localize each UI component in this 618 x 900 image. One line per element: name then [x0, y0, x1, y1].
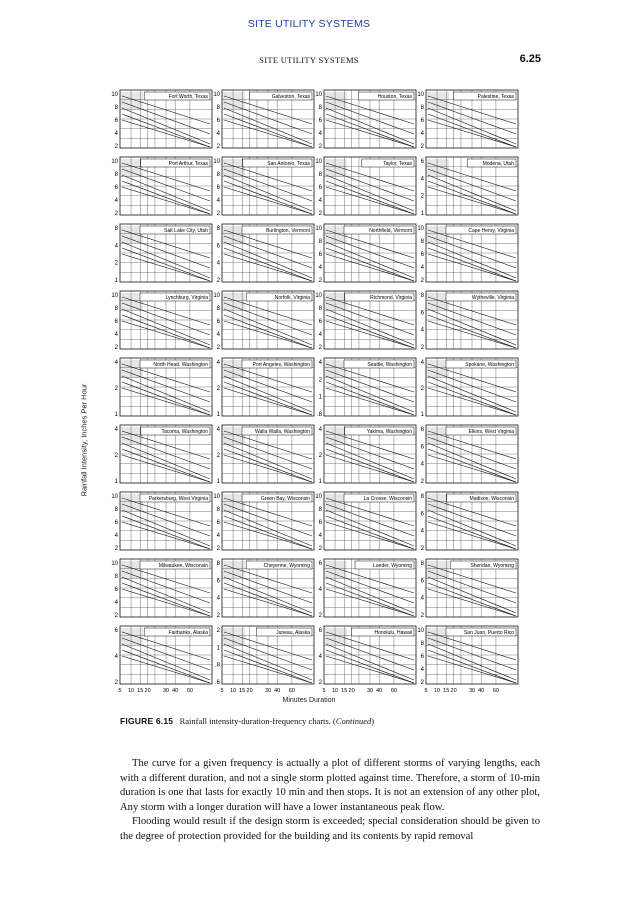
- chart-location-label: Milwaukee, Wisconsin: [158, 563, 208, 570]
- idf-chart: [217, 224, 314, 284]
- caption-text: Rainfall intensity-duration-frequency charts. (: [179, 716, 336, 726]
- y-tick-label: 6: [114, 319, 118, 325]
- idf-chart: [319, 425, 416, 485]
- y-tick-label: 2: [114, 260, 118, 267]
- x-tick-label: 60: [186, 688, 193, 694]
- y-tick-label: 6: [420, 310, 424, 317]
- idf-chart: [421, 157, 518, 217]
- y-tick-label: 8: [420, 293, 424, 299]
- page-number: 6.25: [519, 53, 541, 65]
- y-tick-label: 2: [318, 680, 322, 686]
- x-tick-label: 30: [366, 688, 374, 694]
- y-tick-label: 6: [420, 252, 424, 258]
- y-axis-label: Rainfall Intensity, Inches Per Hour: [79, 383, 89, 497]
- y-tick-label: 4: [114, 600, 118, 606]
- y-tick-label: 6: [420, 159, 424, 165]
- chart-location-label: Walla Walla, Washington: [254, 429, 310, 436]
- y-tick-label: 1: [114, 278, 118, 284]
- chart-location-label: Honolulu, Hawaii: [374, 630, 412, 637]
- y-tick-label: 4: [114, 332, 118, 338]
- chart-location-label: Seattle, Washington: [367, 362, 412, 369]
- y-tick-label: 2: [114, 680, 118, 686]
- y-tick-label: 10: [417, 628, 424, 634]
- chart-location-label: Spokane, Washington: [465, 362, 514, 369]
- y-tick-label: 4: [114, 654, 118, 660]
- chart-location-label: Elkins, West Virginia: [468, 429, 514, 436]
- y-tick-label: 2: [318, 546, 322, 552]
- y-tick-label: 8: [420, 105, 424, 111]
- idf-chart: [417, 626, 518, 686]
- y-tick-label: 2: [420, 613, 424, 619]
- y-tick-label: .8: [316, 412, 322, 418]
- idf-chart: [111, 492, 212, 552]
- y-tick-label: 2: [114, 144, 118, 150]
- chart-location-label: Fairbanks, Alaska: [168, 630, 208, 637]
- y-tick-label: 10: [417, 92, 424, 98]
- idf-chart: [421, 559, 518, 619]
- chart-location-label: Yakima, Washington: [366, 429, 412, 436]
- idf-chart: [115, 626, 212, 686]
- y-tick-label: 8: [216, 172, 220, 178]
- x-tick-label: 5: [322, 688, 326, 694]
- idf-chart: [317, 358, 416, 418]
- chart-location-label: Port Arthur, Texas: [168, 161, 208, 168]
- chart-location-label: Cape Henry, Virginia: [468, 228, 514, 235]
- y-tick-label: 10: [417, 226, 424, 232]
- y-tick-label: 8: [420, 239, 424, 245]
- y-tick-label: .6: [214, 680, 220, 686]
- x-tick-label: 10: [229, 688, 237, 694]
- y-tick-label: 4: [420, 360, 424, 366]
- y-tick-label: 2: [216, 546, 220, 552]
- y-tick-label: 2: [216, 386, 220, 392]
- chart-location-label: Parkersburg, West Virginia: [148, 496, 208, 503]
- y-tick-label: 4: [318, 360, 322, 366]
- chart-location-label: Norfolk, Virginia: [274, 295, 310, 302]
- paragraph-1: The curve for a given frequency is actually a plot of different storms of varying lengths, each with a different duration, and not a single storm plotted against time. Therefore, a storm of 10-min duration is one that lasts for exactly 10 min and then stops. It is not an extension of any other plot, Any storm with a longer duration will have a lower instantaneous peak flow.: [120, 758, 540, 813]
- y-tick-label: 4: [114, 198, 118, 204]
- y-tick-label: 2: [420, 345, 424, 351]
- y-tick-label: 6: [216, 319, 220, 325]
- chart-location-label: Sheridan, Wyoming: [470, 563, 514, 570]
- idf-chart: [111, 157, 212, 217]
- idf-chart: [417, 224, 518, 284]
- x-tick-label: 20: [348, 688, 355, 694]
- x-tick-label: 40: [478, 688, 485, 694]
- idf-chart: [213, 492, 314, 552]
- y-tick-label: 10: [213, 494, 220, 500]
- caption-label: FIGURE 6.15: [120, 716, 174, 726]
- y-tick-label: 8: [114, 172, 118, 178]
- y-tick-label: 10: [213, 159, 220, 165]
- paragraph-2: Flooding would result if the design storm is exceeded; special consideration should be given to the degree of protection provided for the building and its contents by rapid removal: [120, 816, 540, 842]
- y-tick-label: 8: [318, 105, 322, 111]
- y-tick-label: 1: [114, 412, 118, 418]
- y-tick-label: 8: [318, 507, 322, 513]
- y-tick-label: 2: [318, 144, 322, 150]
- y-tick-label: 4: [318, 654, 322, 660]
- idf-chart: [213, 90, 314, 150]
- idf-chart: [315, 224, 416, 284]
- x-tick-label: 10: [331, 688, 339, 694]
- chart-location-label: Salt Lake City, Utah: [164, 228, 208, 235]
- idf-chart: [421, 358, 518, 418]
- y-tick-label: 2: [114, 386, 118, 392]
- y-tick-label: 8: [318, 172, 322, 178]
- y-tick-label: 8: [216, 306, 220, 312]
- idf-chart: [217, 559, 314, 619]
- x-tick-label: 15: [443, 688, 450, 694]
- idf-chart: [319, 626, 416, 686]
- y-tick-label: 2: [420, 193, 424, 200]
- y-tick-label: 8: [216, 105, 220, 111]
- y-tick-label: 4: [114, 360, 118, 366]
- chart-location-label: La Crosse, Wisconsin: [363, 496, 412, 503]
- chart-location-label: Richmond, Virginia: [370, 295, 412, 302]
- y-tick-label: 2: [318, 211, 322, 217]
- y-tick-label: 6: [216, 185, 220, 191]
- y-tick-label: 4: [318, 587, 322, 593]
- y-tick-label: 2: [420, 680, 424, 686]
- y-tick-label: 4: [420, 131, 424, 137]
- chart-location-label: Wytheville, Virginia: [471, 295, 514, 302]
- y-tick-label: 4: [420, 327, 424, 334]
- x-tick-label: 60: [390, 688, 397, 694]
- y-tick-label: 4: [216, 332, 220, 338]
- y-tick-label: 6: [216, 243, 220, 250]
- y-tick-label: 2: [114, 613, 118, 619]
- y-tick-label: 4: [318, 332, 322, 338]
- y-tick-label: 6: [114, 587, 118, 593]
- chart-location-label: San Antonio, Texas: [267, 161, 310, 168]
- y-tick-label: 4: [420, 595, 424, 602]
- y-tick-label: 2: [420, 144, 424, 150]
- y-tick-label: 2: [216, 211, 220, 217]
- y-tick-label: 1: [318, 479, 322, 485]
- y-tick-label: 2: [318, 278, 322, 284]
- y-tick-label: 2: [216, 144, 220, 150]
- chart-location-label: Lynchburg, Virginia: [165, 295, 208, 302]
- y-tick-label: 4: [216, 131, 220, 137]
- chart-location-label: San Juan, Puerto Rico: [463, 630, 514, 637]
- y-tick-label: 8: [216, 561, 220, 567]
- y-tick-label: 2: [420, 278, 424, 284]
- y-tick-label: 4: [318, 533, 322, 539]
- y-tick-label: 2: [318, 453, 322, 459]
- y-tick-label: 8: [114, 306, 118, 312]
- y-tick-label: 1: [114, 479, 118, 485]
- x-tick-label: 15: [137, 688, 144, 694]
- chart-location-label: Houston, Texas: [377, 94, 412, 101]
- y-tick-label: 10: [111, 159, 118, 165]
- y-tick-label: 10: [315, 494, 322, 500]
- chart-location-label: Northfield, Vermont: [369, 228, 412, 235]
- y-tick-label: 1: [216, 412, 220, 418]
- y-tick-label: 2: [216, 628, 220, 634]
- x-tick-label: 15: [341, 688, 348, 694]
- y-tick-label: 6: [216, 118, 220, 124]
- y-tick-label: 4: [420, 265, 424, 271]
- chart-location-label: Cheyenne, Wyoming: [263, 563, 310, 570]
- idf-chart: [215, 626, 314, 686]
- y-tick-label: 2: [216, 613, 220, 619]
- y-tick-label: 2: [216, 345, 220, 351]
- caption-italic: Continued: [335, 716, 372, 726]
- x-axis-label: Minutes Duration: [282, 697, 336, 704]
- x-tick-label: 15: [239, 688, 246, 694]
- y-tick-label: 6: [318, 118, 322, 124]
- y-tick-label: 8: [420, 494, 424, 500]
- chart-location-label: Galveston, Texas: [271, 94, 310, 101]
- chart-location-label: Juneau, Alaska: [276, 630, 310, 637]
- y-tick-label: 8: [420, 641, 424, 647]
- y-tick-label: 2: [420, 479, 424, 485]
- idf-chart: [315, 291, 416, 351]
- y-tick-label: 4: [114, 533, 118, 539]
- y-tick-label: 6: [420, 444, 424, 451]
- y-tick-label: 4: [216, 595, 220, 602]
- y-tick-label: 4: [420, 528, 424, 535]
- idf-chart: [115, 358, 212, 418]
- y-tick-label: 1: [420, 412, 424, 418]
- y-tick-label: 6: [114, 118, 118, 124]
- idf-chart: [217, 425, 314, 485]
- chart-location-label: Tacoma, Washington: [161, 429, 208, 436]
- y-tick-label: 4: [216, 198, 220, 204]
- y-tick-label: 10: [315, 159, 322, 165]
- site-banner: SITE UTILITY SYSTEMS: [247, 18, 371, 30]
- y-tick-label: 1: [216, 479, 220, 485]
- y-tick-label: 8: [114, 226, 118, 232]
- running-head: SITE UTILITY SYSTEMS: [259, 55, 359, 65]
- y-tick-label: 6: [420, 578, 424, 585]
- y-tick-label: 6: [420, 511, 424, 518]
- y-tick-label: 4: [318, 265, 322, 271]
- idf-chart: [421, 492, 518, 552]
- chart-location-label: Burlington, Vermont: [266, 228, 310, 235]
- x-tick-label: 20: [450, 688, 457, 694]
- y-tick-label: 2: [420, 546, 424, 552]
- x-tick-label: 5: [424, 688, 428, 694]
- idf-chart: [217, 358, 314, 418]
- chart-location-label: Port Angeles, Washington: [252, 362, 310, 369]
- y-tick-label: 2: [420, 386, 424, 392]
- y-tick-label: 8: [420, 561, 424, 567]
- y-tick-label: 8: [216, 226, 220, 232]
- y-tick-label: 10: [315, 92, 322, 98]
- x-tick-label: 20: [246, 688, 253, 694]
- idf-chart: [417, 90, 518, 150]
- chart-location-label: Taylor, Texas: [383, 161, 412, 168]
- chart-location-label: Lander, Wyoming: [373, 563, 412, 570]
- y-tick-label: 4: [216, 260, 220, 267]
- y-tick-label: 10: [111, 92, 118, 98]
- y-tick-label: 2: [216, 278, 220, 284]
- y-tick-label: 6: [216, 520, 220, 526]
- idf-chart: [319, 559, 416, 619]
- y-tick-label: 2: [114, 546, 118, 552]
- idf-chart: [213, 157, 314, 217]
- y-tick-label: 4: [318, 131, 322, 137]
- chart-location-label: Green Bay, Wisconsin: [260, 496, 310, 503]
- y-tick-label: 1: [420, 211, 424, 217]
- idf-chart: [111, 559, 212, 619]
- y-tick-label: 4: [216, 533, 220, 539]
- y-tick-label: 10: [315, 293, 322, 299]
- y-tick-label: 10: [213, 92, 220, 98]
- y-tick-label: 10: [111, 561, 118, 567]
- y-tick-label: 6: [114, 185, 118, 191]
- y-tick-label: 4: [318, 198, 322, 204]
- x-tick-label: 5: [118, 688, 122, 694]
- x-tick-label: 40: [274, 688, 281, 694]
- y-tick-label: 6: [114, 628, 118, 634]
- y-tick-label: 6: [420, 118, 424, 124]
- y-tick-label: 10: [111, 494, 118, 500]
- y-tick-label: 2: [114, 211, 118, 217]
- y-tick-label: 4: [114, 427, 118, 433]
- y-tick-label: .8: [214, 662, 220, 669]
- y-tick-label: 8: [114, 105, 118, 111]
- y-tick-label: 4: [216, 360, 220, 366]
- y-tick-label: 2: [318, 377, 322, 384]
- y-tick-label: 10: [213, 293, 220, 299]
- x-tick-label: 5: [220, 688, 224, 694]
- y-tick-label: 6: [318, 185, 322, 191]
- x-tick-label: 30: [468, 688, 476, 694]
- x-tick-label: 40: [376, 688, 383, 694]
- idf-chart: [315, 90, 416, 150]
- x-tick-label: 10: [433, 688, 441, 694]
- y-tick-label: 4: [420, 461, 424, 468]
- y-tick-label: 2: [114, 453, 118, 459]
- y-tick-label: 10: [111, 293, 118, 299]
- y-tick-label: 2: [318, 613, 322, 619]
- y-tick-label: 4: [420, 176, 424, 183]
- x-tick-label: 60: [492, 688, 499, 694]
- y-tick-label: 6: [420, 654, 424, 660]
- y-tick-label: 10: [315, 226, 322, 232]
- idf-chart: [315, 157, 416, 217]
- x-tick-label: 20: [144, 688, 151, 694]
- y-tick-label: 8: [216, 507, 220, 513]
- figure-caption: [120, 716, 374, 726]
- idf-chart: [421, 291, 518, 351]
- idf-chart: [213, 291, 314, 351]
- x-tick-label: 10: [127, 688, 135, 694]
- x-tick-label: 40: [172, 688, 179, 694]
- idf-chart: [111, 90, 212, 150]
- y-tick-label: 8: [114, 507, 118, 513]
- y-tick-label: 2: [216, 453, 220, 459]
- caption-close: ): [371, 716, 375, 726]
- x-tick-label: 30: [264, 688, 272, 694]
- y-tick-label: 6: [216, 578, 220, 585]
- y-tick-label: 6: [114, 520, 118, 526]
- chart-location-label: Madison, Wisconsin: [469, 496, 514, 503]
- y-tick-label: 4: [114, 131, 118, 137]
- y-tick-label: 8: [318, 239, 322, 245]
- y-tick-label: 6: [318, 252, 322, 258]
- chart-location-label: North Head, Washington: [153, 362, 208, 369]
- x-tick-label: 30: [162, 688, 170, 694]
- idf-chart: [115, 425, 212, 485]
- y-tick-label: 6: [318, 628, 322, 634]
- y-tick-label: 6: [318, 561, 322, 567]
- y-tick-label: 8: [114, 574, 118, 580]
- idf-chart: [315, 492, 416, 552]
- chart-location-label: Fort Worth, Texas: [168, 94, 208, 101]
- y-tick-label: 8: [318, 306, 322, 312]
- y-tick-label: 4: [114, 243, 118, 250]
- y-tick-label: 6: [318, 520, 322, 526]
- y-tick-label: 1: [216, 645, 220, 652]
- y-tick-label: 6: [318, 319, 322, 325]
- y-tick-label: 4: [420, 667, 424, 673]
- body-text: [120, 757, 540, 845]
- y-tick-label: 2: [318, 345, 322, 351]
- y-tick-label: 2: [114, 345, 118, 351]
- idf-chart: [111, 291, 212, 351]
- chart-location-label: Palestine, Texas: [477, 94, 514, 101]
- idf-chart: [421, 425, 518, 485]
- y-tick-label: 8: [420, 427, 424, 433]
- y-tick-label: 4: [216, 427, 220, 433]
- chart-location-label: Modena, Utah: [482, 161, 514, 168]
- y-tick-label: 4: [318, 427, 322, 433]
- idf-chart: [115, 224, 212, 284]
- y-tick-label: 1: [318, 394, 322, 401]
- x-tick-label: 60: [288, 688, 295, 694]
